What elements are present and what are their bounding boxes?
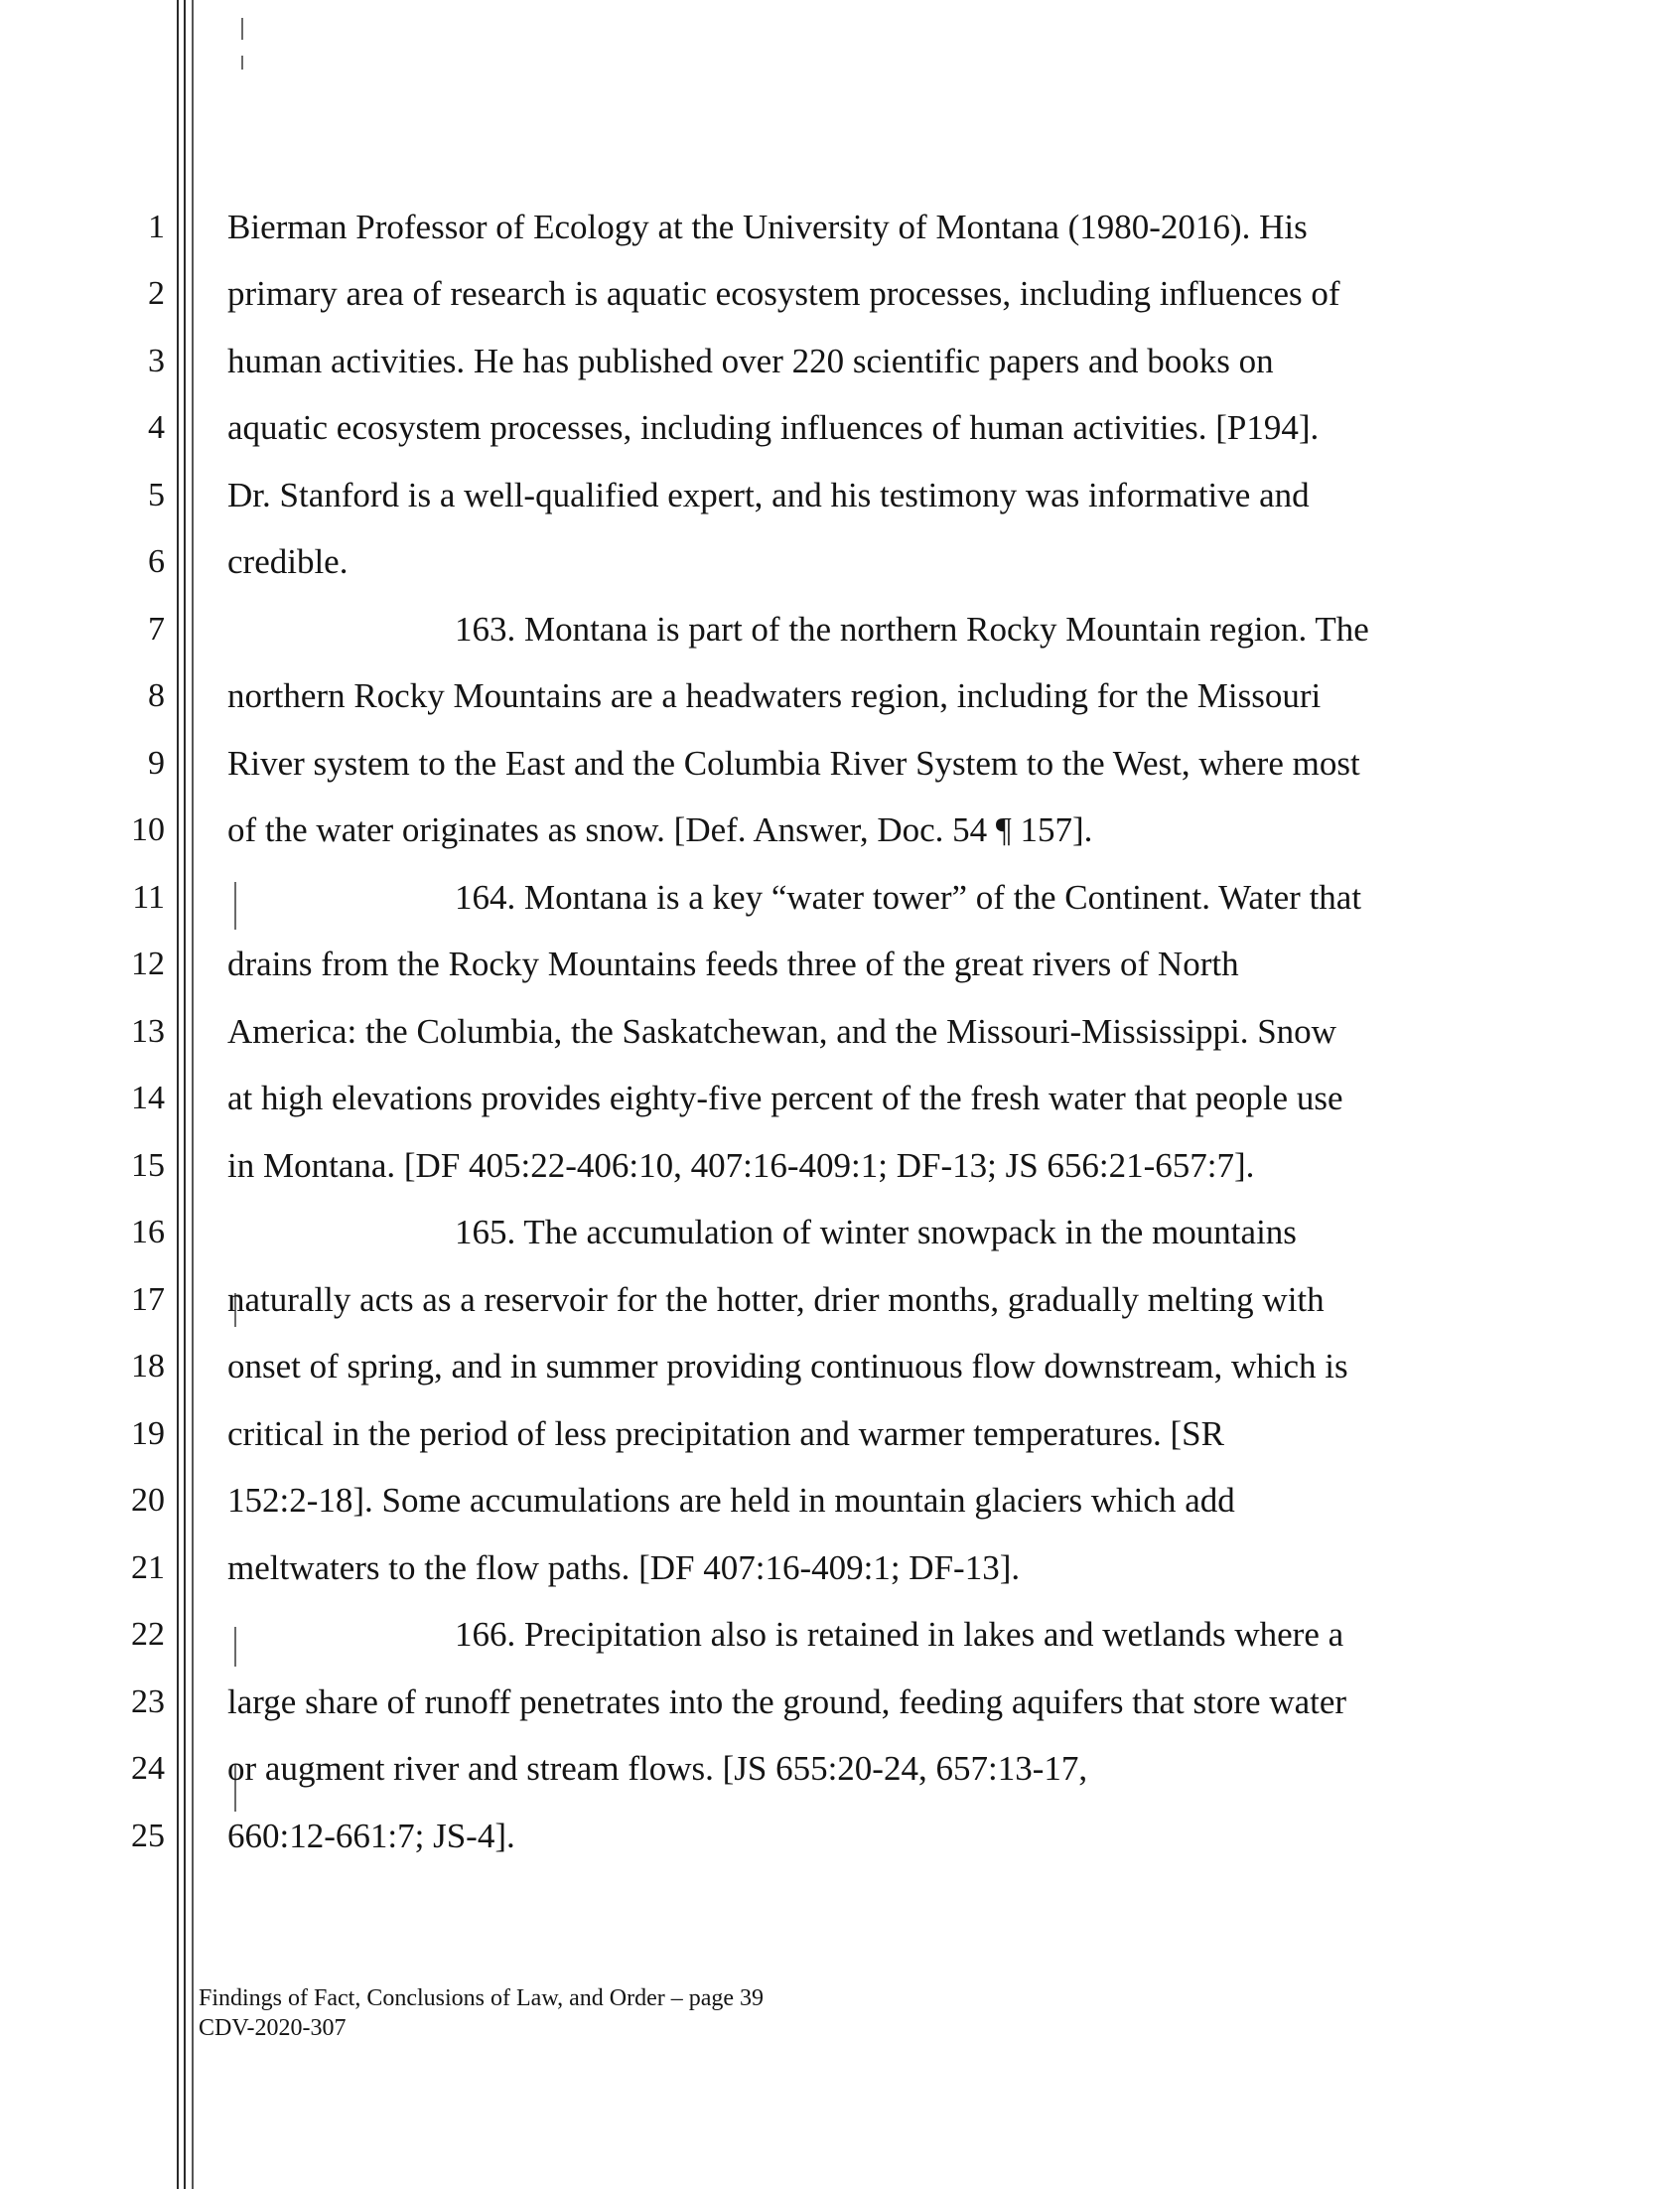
- text-line: in Montana. [DF 405:22-406:10, 407:16-409:1; DF-13; JS 656:21-657:7].: [227, 1146, 1255, 1185]
- scan-mark: [241, 18, 243, 40]
- line-number: 1: [148, 209, 165, 245]
- text-line: drains from the Rocky Mountains feeds three of the great rivers of North: [227, 945, 1239, 983]
- paragraph-166-start: 166. Precipitation also is retained in lakes and wetlands where a: [455, 1615, 1344, 1654]
- paragraph-165-start: 165. The accumulation of winter snowpack in the mountains: [455, 1213, 1297, 1251]
- line-number: 13: [131, 1013, 165, 1050]
- paragraph-164-start: 164. Montana is a key “water tower” of the Continent. Water that: [455, 878, 1362, 917]
- line-number: 9: [148, 745, 165, 782]
- text-line: of the water originates as snow. [Def. Answer, Doc. 54 ¶ 157].: [227, 810, 1093, 849]
- line-number: 16: [131, 1214, 165, 1250]
- margin-rule-outer: [177, 0, 179, 2189]
- text-line: Dr. Stanford is a well-qualified expert, and his testimony was informative and: [227, 476, 1310, 514]
- text-line: America: the Columbia, the Saskatchewan, and the Missouri-Mississippi. Snow: [227, 1012, 1336, 1051]
- text-line: or augment river and stream flows. [JS 655:20-24, 657:13-17,: [227, 1749, 1088, 1788]
- line-number: 4: [148, 409, 165, 446]
- line-number: 19: [131, 1415, 165, 1452]
- text-line: onset of spring, and in summer providing continuous flow downstream, which is: [227, 1347, 1348, 1386]
- line-number: 25: [131, 1818, 165, 1854]
- text-line: 152:2-18]. Some accumulations are held in mountain glaciers which add: [227, 1481, 1235, 1520]
- line-number: 3: [148, 343, 165, 379]
- line-number: 21: [131, 1549, 165, 1586]
- text-line: River system to the East and the Columbia River System to the West, where most: [227, 744, 1360, 783]
- text-line: human activities. He has published over 220 scientific papers and books on: [227, 342, 1274, 380]
- text-line: 660:12-661:7; JS-4].: [227, 1817, 515, 1855]
- line-number: 5: [148, 477, 165, 513]
- line-number: 22: [131, 1616, 165, 1653]
- line-number: 11: [132, 879, 165, 916]
- text-line: at high elevations provides eighty-five percent of the fresh water that people use: [227, 1079, 1343, 1117]
- line-number: 23: [131, 1683, 165, 1720]
- line-number: 18: [131, 1348, 165, 1385]
- margin-rule-middle: [184, 0, 186, 2189]
- line-number: 8: [148, 677, 165, 714]
- line-number: 10: [131, 811, 165, 848]
- text-line: large share of runoff penetrates into the ground, feeding aquifers that store water: [227, 1682, 1347, 1721]
- line-number: 20: [131, 1482, 165, 1519]
- line-number: 7: [148, 611, 165, 648]
- text-line: aquatic ecosystem processes, including influences of human activities. [P194].: [227, 408, 1320, 447]
- text-line: meltwaters to the flow paths. [DF 407:16-409:1; DF-13].: [227, 1548, 1021, 1587]
- text-line: northern Rocky Mountains are a headwaters region, including for the Missouri: [227, 676, 1322, 715]
- scan-mark: [234, 1627, 236, 1667]
- footer-title: Findings of Fact, Conclusions of Law, and Order – page 39: [199, 1985, 765, 2011]
- text-line: naturally acts as a reservoir for the hotter, drier months, gradually melting with: [227, 1280, 1325, 1319]
- line-number: 15: [131, 1147, 165, 1184]
- line-number: 2: [148, 275, 165, 312]
- scan-mark: [234, 882, 236, 930]
- text-line: Bierman Professor of Ecology at the University of Montana (1980-2016). His: [227, 208, 1308, 246]
- line-number: 12: [131, 946, 165, 982]
- line-number: 14: [131, 1080, 165, 1116]
- line-number: 6: [148, 543, 165, 580]
- line-number: 17: [131, 1281, 165, 1318]
- scan-mark: [241, 56, 243, 70]
- text-line: primary area of research is aquatic ecosystem processes, including influences of: [227, 274, 1340, 313]
- text-line: critical in the period of less precipitation and warmer temperatures. [SR: [227, 1414, 1224, 1453]
- paragraph-163-start: 163. Montana is part of the northern Rocky Mountain region. The: [455, 610, 1369, 649]
- line-number: 24: [131, 1750, 165, 1787]
- footer-case-number: CDV-2020-307: [199, 2015, 347, 2041]
- text-line: credible.: [227, 542, 349, 581]
- margin-rule-inner: [192, 0, 194, 2189]
